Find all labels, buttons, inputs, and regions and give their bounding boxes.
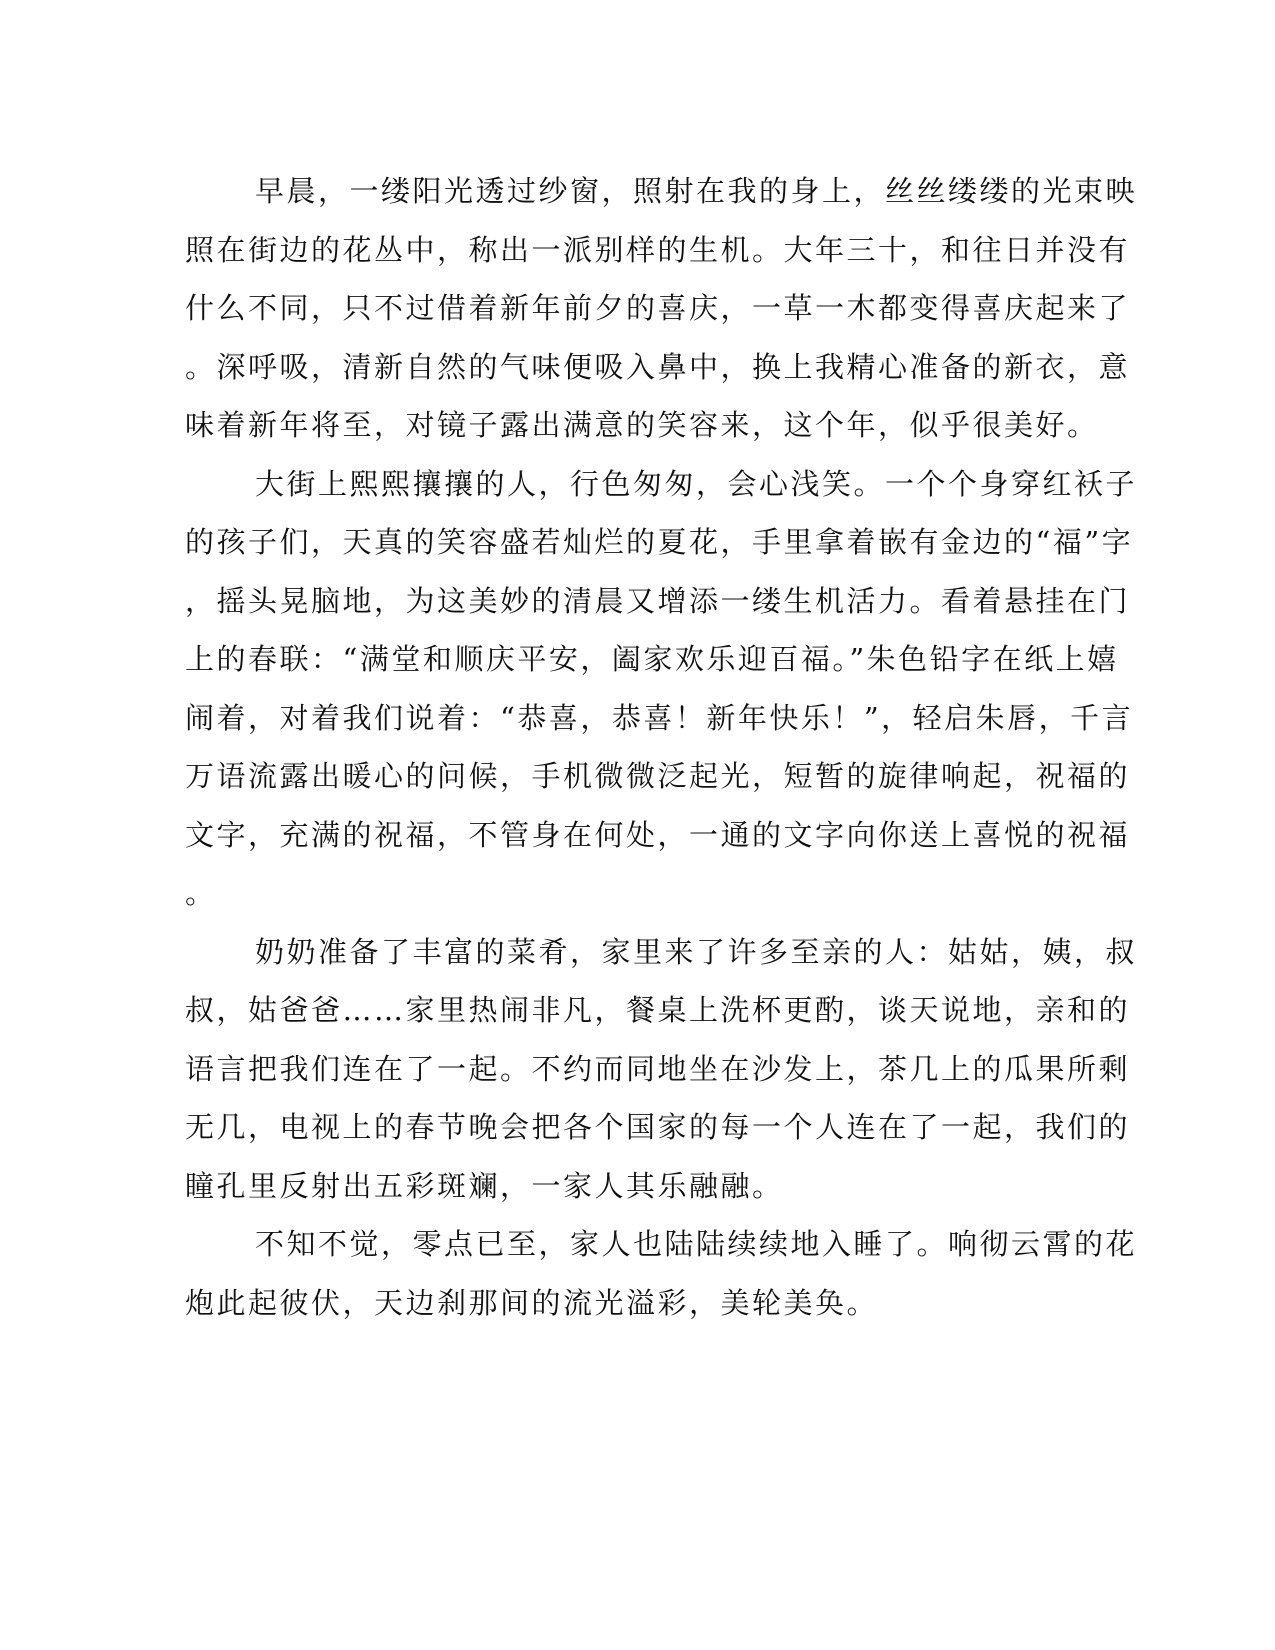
text-line: 不知不觉，零点已至，家人也陆陆续续地入睡了。响彻云霄的花 <box>255 1227 1138 1261</box>
text-line: 万语流露出暖心的问候，手机微微泛起光，短暂的旋律响起，祝福的 <box>185 759 1131 793</box>
text-line: 照在街边的花丛中，称出一派别样的生机。大年三十，和往日并没有 <box>185 232 1131 267</box>
text-line: 叔，姑爸爸……家里热闹非凡，餐桌上洗杯更酌，谈天说地，亲和的 <box>185 993 1131 1027</box>
text-line: 什么不同，只不过借着新年前夕的喜庆，一草一木都变得喜庆起来了 <box>185 291 1131 325</box>
text-line: ，摇头晃脑地，为这美妙的清晨又增添一缕生机活力。看着悬挂在门 <box>185 583 1131 618</box>
paragraph-3 <box>185 923 1138 1216</box>
text-line: 炮此起彼伏，天边刹那间的流光溢彩，美轮美奂。 <box>185 1285 879 1320</box>
text-line: 大街上熙熙攘攘的人，行色匆匆，会心浅笑。一个个身穿红袄子 <box>255 466 1138 501</box>
paragraph-4 <box>185 1215 1138 1332</box>
paragraph-1 <box>185 162 1138 455</box>
text-line: 奶奶准备了丰富的菜肴，家里来了许多至亲的人：姑姑，姨，叔 <box>255 934 1138 969</box>
text-line: 闹着，对着我们说着：“恭喜，恭喜！新年快乐！”，轻启朱唇，千言 <box>185 700 1134 735</box>
document-body <box>185 162 1138 1332</box>
text-line: 无几，电视上的春节晚会把各个国家的每一个人连在了一起，我们的 <box>185 1110 1131 1144</box>
text-line: 瞳孔里反射出五彩斑斓，一家人其乐融融。 <box>185 1168 784 1203</box>
text-line: 语言把我们连在了一起。不约而同地坐在沙发上，茶几上的瓜果所剩 <box>185 1051 1131 1086</box>
paragraph-2 <box>185 455 1138 923</box>
text-line: 的孩子们，天真的笑容盛若灿烂的夏花，手里拿着嵌有金边的“福”字 <box>185 525 1134 559</box>
text-line: 上的春联：“满堂和顺庆平安，阖家欢乐迎百福。”朱色铅字在纸上嬉 <box>185 642 1119 676</box>
text-line: 。深呼吸，清新自然的气味便吸入鼻中，换上我精心准备的新衣，意 <box>185 349 1131 384</box>
text-line: 文字，充满的祝福，不管身在何处，一通的文字向你送上喜悦的祝福 <box>185 817 1131 852</box>
text-line: 味着新年将至，对镜子露出满意的笑容来，这个年，似乎很美好。 <box>185 408 1099 442</box>
text-line: 。 <box>185 876 217 910</box>
text-line: 早晨，一缕阳光透过纱窗，照射在我的身上，丝丝缕缕的光束映 <box>255 174 1138 208</box>
